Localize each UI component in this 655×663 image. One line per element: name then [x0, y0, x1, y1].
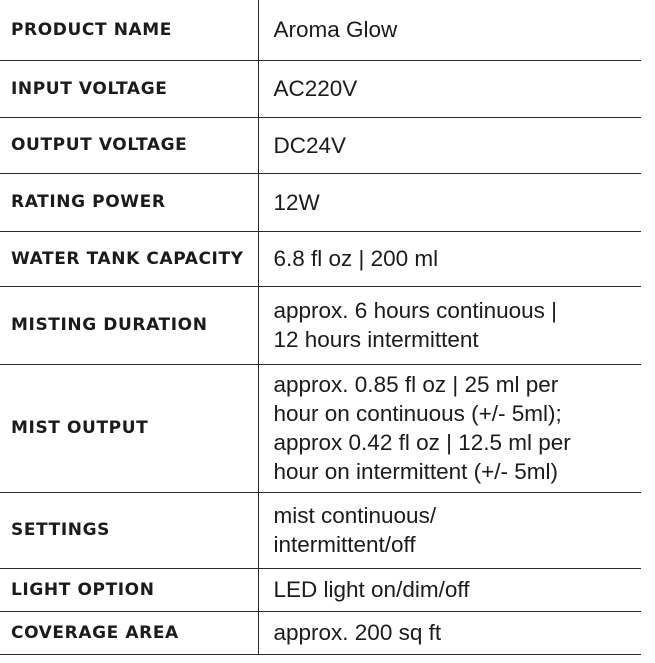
spec-value-line: approx. 0.85 fl oz | 25 ml per — [273, 372, 559, 397]
spec-label: INPUT VOLTAGE — [0, 60, 258, 117]
spec-value — [258, 286, 641, 364]
table-row — [0, 231, 641, 286]
spec-value-line: approx 0.42 fl oz | 12.5 ml per — [273, 430, 571, 455]
spec-value — [258, 231, 641, 286]
table-row — [0, 611, 641, 654]
table-row — [0, 568, 641, 611]
spec-value — [258, 173, 641, 231]
spec-value-line: 12W — [273, 189, 320, 215]
spec-value-line: hour on intermittent (+/- 5ml) — [273, 459, 558, 484]
spec-value-line: approx. 6 hours continuous | — [273, 298, 558, 323]
spec-value — [258, 568, 641, 611]
table-row — [0, 286, 641, 364]
spec-label: MISTING DURATION — [0, 286, 258, 364]
spec-value — [258, 60, 641, 117]
spec-value-line: 12 hours intermittent — [273, 327, 479, 352]
spec-label: SETTINGS — [0, 492, 258, 568]
spec-label: PRODUCT NAME — [0, 0, 258, 60]
spec-label: RATING POWER — [0, 173, 258, 231]
table-row — [0, 492, 641, 568]
table-row — [0, 364, 641, 492]
spec-value — [258, 364, 641, 492]
spec-value — [258, 492, 641, 568]
spec-value-line: LED light on/dim/off — [273, 577, 470, 602]
spec-value-line: approx. 200 sq ft — [273, 620, 442, 645]
spec-value-line: hour on continuous (+/- 5ml); — [273, 401, 562, 426]
spec-value-line: DC24V — [273, 132, 347, 158]
spec-label: LIGHT OPTION — [0, 568, 258, 611]
spec-value-line: 6.8 fl oz | 200 ml — [273, 246, 439, 271]
table-row — [0, 117, 641, 173]
table-row — [0, 173, 641, 231]
spec-value-line: AC220V — [273, 76, 358, 101]
table-row — [0, 60, 641, 117]
spec-label: MIST OUTPUT — [0, 364, 258, 492]
spec-value-line: Aroma Glow — [273, 17, 398, 43]
spec-value — [258, 117, 641, 173]
spec-label: WATER TANK CAPACITY — [0, 231, 258, 286]
spec-value-line: mist continuous/ — [273, 503, 437, 528]
spec-label: OUTPUT VOLTAGE — [0, 117, 258, 173]
spec-value — [258, 0, 641, 60]
table-row — [0, 0, 641, 60]
spec-value — [258, 611, 641, 654]
spec-value-line: intermittent/off — [273, 532, 416, 557]
spec-label: COVERAGE AREA — [0, 611, 258, 654]
